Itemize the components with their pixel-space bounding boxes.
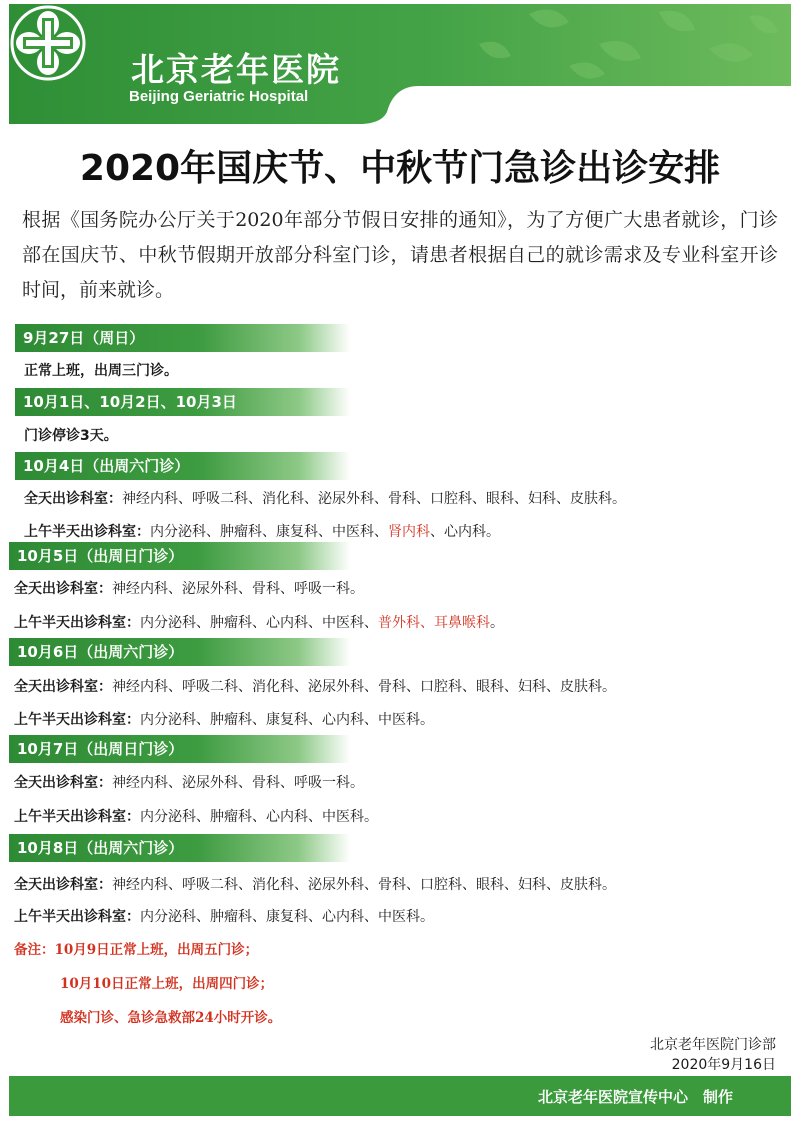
full-day-depts: 神经内科、呼吸二科、消化科、泌尿外科、骨科、口腔科、眼科、妇科、皮肤科。: [112, 877, 616, 893]
date-header-1001-1003: 10月1日、10月2日、10月3日: [15, 388, 350, 416]
note-line-3: 感染门诊、急诊急救部24小时开诊。: [60, 1010, 282, 1026]
half-day-depts: 内分泌科、肿瘤科、心内科、中医科、: [140, 615, 378, 631]
date-header-1005: 10月5日（出周日门诊）: [9, 542, 350, 570]
full-day-depts: 神经内科、泌尿外科、骨科、呼吸一科。: [112, 581, 364, 597]
full-day-row-1008: [14, 874, 616, 894]
half-day-label: 上午半天出诊科室：: [14, 712, 140, 728]
schedule-note-1001: 门诊停诊3天。: [24, 428, 118, 444]
footer-bar: [9, 1076, 791, 1116]
half-day-row-1007: [14, 806, 378, 826]
full-day-row-1005: [14, 578, 364, 598]
date-header-1007: 10月7日（出周日门诊）: [9, 735, 350, 763]
schedule-note-0927: 正常上班，出周三门诊。: [24, 363, 178, 379]
note-line-2: 10月10日正常上班，出周四门诊；: [60, 976, 274, 992]
half-day-label: 上午半天出诊科室：: [24, 524, 150, 540]
half-day-label: 上午半天出诊科室：: [14, 809, 140, 825]
half-day-depts-tail: 、心内科。: [430, 524, 500, 540]
hospital-name-cn: 北京老年医院: [131, 50, 341, 89]
half-day-row-1008: [14, 906, 434, 926]
full-day-label: 全天出诊科室：: [14, 775, 112, 791]
header-background: [9, 4, 791, 124]
half-day-depts: 内分泌科、肿瘤科、康复科、心内科、中医科。: [140, 909, 434, 925]
signature-date: 2020年9月16日: [671, 1057, 776, 1073]
signature-dept: 北京老年医院门诊部: [650, 1037, 776, 1053]
highlight-dept: 肾内科: [388, 524, 430, 540]
full-day-label: 全天出诊科室：: [14, 679, 112, 695]
full-day-row-1007: [14, 772, 364, 792]
full-day-row-1004: [24, 488, 626, 508]
date-header-0927: 9月27日（周日）: [15, 324, 350, 352]
full-day-label: 全天出诊科室：: [24, 491, 122, 507]
full-day-label: 全天出诊科室：: [14, 581, 112, 597]
page-title: 2020年国庆节、中秋节门急诊出诊安排: [79, 148, 721, 189]
half-day-depts-tail: 。: [490, 615, 504, 631]
full-day-depts: 神经内科、泌尿外科、骨科、呼吸一科。: [112, 775, 364, 791]
date-header-1008: 10月8日（出周六门诊）: [9, 834, 350, 862]
half-day-row-1005: [14, 612, 504, 632]
note-line-1: 备注：10月9日正常上班，出周五门诊；: [14, 942, 259, 958]
intro-paragraph: 根据《国务院办公厅关于2020年部分节假日安排的通知》，为了方便广大患者就诊，门诊部在国庆节、中秋节假期开放部分科室门诊，请患者根据自己的就诊需求及专业科室开诊时间，前来就诊。: [22, 209, 778, 301]
date-header-1006: 10月6日（出周六门诊）: [9, 638, 350, 666]
full-day-depts: 神经内科、呼吸二科、消化科、泌尿外科、骨科、口腔科、眼科、妇科、皮肤科。: [122, 491, 626, 507]
hospital-name-en: Beijing Geriatric Hospital: [129, 88, 309, 105]
full-day-label: 全天出诊科室：: [14, 877, 112, 893]
half-day-label: 上午半天出诊科室：: [14, 909, 140, 925]
half-day-depts: 内分泌科、肿瘤科、康复科、中医科、: [150, 524, 388, 540]
hospital-logo-icon: [9, 4, 87, 82]
half-day-row-1004: [24, 521, 500, 541]
full-day-row-1006: [14, 676, 616, 696]
highlight-dept: 普外科、耳鼻喉科: [378, 615, 490, 631]
header-banner: [9, 4, 791, 124]
footer-credit: 北京老年医院宣传中心 制作: [537, 1088, 733, 1106]
date-header-1004: 10月4日（出周六门诊）: [15, 452, 350, 480]
half-day-label: 上午半天出诊科室：: [14, 615, 140, 631]
half-day-depts: 内分泌科、肿瘤科、心内科、中医科。: [140, 809, 378, 825]
half-day-depts: 内分泌科、肿瘤科、康复科、心内科、中医科。: [140, 712, 434, 728]
half-day-row-1006: [14, 709, 434, 729]
full-day-depts: 神经内科、呼吸二科、消化科、泌尿外科、骨科、口腔科、眼科、妇科、皮肤科。: [112, 679, 616, 695]
